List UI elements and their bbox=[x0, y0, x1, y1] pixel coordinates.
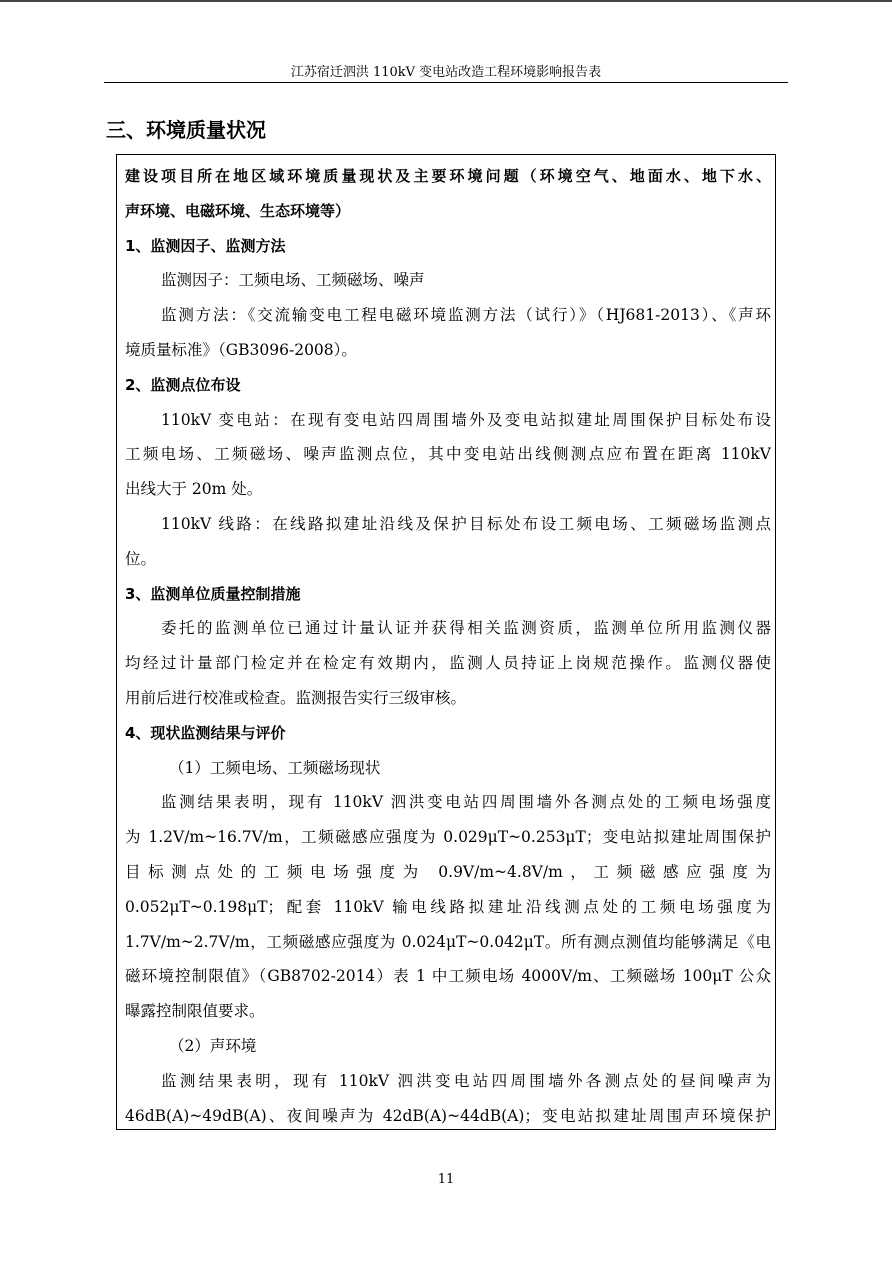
paragraph-noise-line-1: 监测结果表明，现有 110kV 泗洪变电站四周围墙外各测点处的昼间噪声为 bbox=[161, 1071, 771, 1090]
paragraph-line-route-line-2: 位。 bbox=[125, 549, 157, 568]
intro-heading-line-1: 建设项目所在地区域环境质量现状及主要环境问题（环境空气、地面水、地下水、 bbox=[125, 167, 771, 185]
intro-heading-line-2: 声环境、电磁环境、生态环境等） bbox=[125, 201, 351, 220]
subheading-em-field: （1）工频电场、工频磁场现状 bbox=[169, 758, 381, 777]
paragraph-method-line-2: 境质量标准》（GB3096-2008）。 bbox=[125, 340, 357, 359]
paragraph-substation-line-2: 工频电场、工频磁场、噪声监测点位，其中变电站出线侧测点应布置在距离 110kV bbox=[125, 445, 771, 464]
running-header: 江苏宿迁泗洪 110kV 变电站改造工程环境影响报告表 bbox=[290, 65, 602, 80]
subheading-noise: （2）声环境 bbox=[169, 1036, 257, 1055]
paragraph-noise-line-2: 46dB(A)~49dB(A)、夜间噪声为 42dB(A)~44dB(A)；变电站拟建址周围声环境保护 bbox=[125, 1106, 771, 1125]
content-box bbox=[116, 154, 776, 1130]
heading-quality-control: 3、监测单位质量控制措施 bbox=[125, 584, 301, 603]
paragraph-substation-line-1: 110kV 变电站：在现有变电站四周围墙外及变电站拟建址周围保护目标处布设 bbox=[161, 410, 771, 429]
paragraph-em-line-1: 监测结果表明，现有 110kV 泗洪变电站四周围墙外各测点处的工频电场强度 bbox=[161, 793, 771, 812]
page-number: 11 bbox=[437, 1172, 455, 1187]
heading-results: 4、现状监测结果与评价 bbox=[125, 723, 286, 742]
heading-monitoring-points: 2、监测点位布设 bbox=[125, 375, 241, 394]
paragraph-factors: 监测因子：工频电场、工频磁场、噪声 bbox=[161, 271, 425, 290]
paragraph-em-line-7: 曝露控制限值要求。 bbox=[125, 1002, 265, 1021]
paragraph-qc-line-3: 用前后进行校准或检查。监测报告实行三级审核。 bbox=[125, 688, 467, 707]
paragraph-qc-line-1: 委托的监测单位已通过计量认证并获得相关监测资质，监测单位所用监测仪器 bbox=[161, 619, 771, 638]
section-title: 三、环境质量状况 bbox=[106, 118, 266, 142]
paragraph-em-line-6: 磁环境控制限值》（GB8702-2014）表 1 中工频电场 4000V/m、工频磁场 100μT 公众 bbox=[125, 967, 771, 986]
header-rule bbox=[104, 82, 788, 83]
content-body bbox=[125, 159, 771, 1133]
paragraph-em-line-2: 为 1.2V/m~16.7V/m，工频磁感应强度为 0.029μT~0.253μT；变电站拟建址周围保护 bbox=[125, 828, 771, 847]
paragraph-qc-line-2: 均经过计量部门检定并在检定有效期内，监测人员持证上岗规范操作。监测仪器使 bbox=[125, 654, 771, 673]
paragraph-em-line-5: 1.7V/m~2.7V/m，工频磁感应强度为 0.024μT~0.042μT。所有测点测值均能够满足《电 bbox=[125, 932, 771, 951]
paragraph-method-line-1: 监测方法：《交流输变电工程电磁环境监测方法（试行）》（HJ681-2013）、《声环 bbox=[161, 306, 771, 325]
paragraph-em-line-3: 目标测点处的工频电场强度为 0.9V/m~4.8V/m，工频磁感应强度为 bbox=[125, 862, 771, 881]
paragraph-em-line-4: 0.052μT~0.198μT；配套 110kV 输电线路拟建址沿线测点处的工频电场强度为 bbox=[125, 897, 771, 916]
heading-monitoring-factors: 1、监测因子、监测方法 bbox=[125, 236, 286, 255]
paragraph-line-route-line-1: 110kV 线路：在线路拟建址沿线及保护目标处布设工频电场、工频磁场监测点 bbox=[161, 514, 771, 533]
page-top-border bbox=[0, 0, 892, 2]
paragraph-substation-line-3: 出线大于 20m 处。 bbox=[125, 480, 263, 499]
